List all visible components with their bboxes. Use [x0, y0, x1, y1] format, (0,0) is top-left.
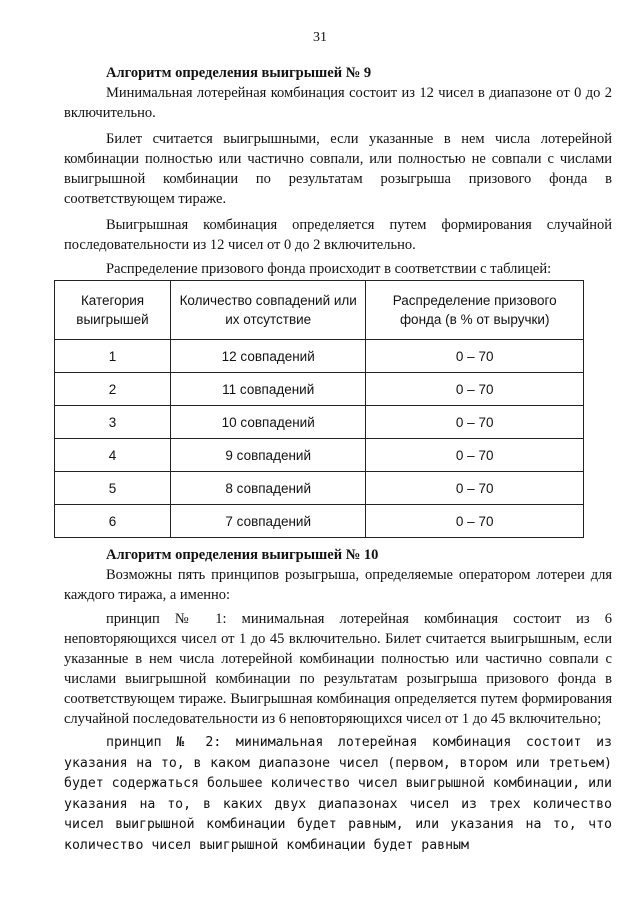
cell-distribution: 0 – 70 [366, 406, 584, 439]
header-distribution: Распределение призового фонда (в % от выручки) [366, 281, 584, 340]
section-9 [64, 64, 612, 279]
section-10 [64, 546, 612, 857]
table-row [55, 373, 584, 406]
cell-matches: 9 совпадений [171, 439, 366, 472]
cell-matches: 12 совпадений [171, 340, 366, 373]
cell-category: 1 [55, 340, 171, 373]
table-row [55, 439, 584, 472]
table-row [55, 472, 584, 505]
section-9-heading: Алгоритм определения выигрышей № 9 [106, 65, 372, 81]
cell-category: 3 [55, 406, 171, 439]
table-header-row [55, 281, 584, 340]
section-10-paragraph-2: принцип № 1: минимальная лотерейная комбинация состоит из 6 неповторяющихся чисел от 1 до 45 включительно. Билет считается выигрышным, если указанные в нем числа лотерейной комбинации полностью или частично совпали с числами выигрышной комбинации по результатам розыгрыша призового фонда в соответствующем тираже. Выигрышная комбинация определяется путем формирования случайной последовательности из 6 неповторяющихся чисел от 1 до 45 включительно; [64, 611, 612, 727]
cell-category: 4 [55, 439, 171, 472]
section-9-paragraph-1: Минимальная лотерейная комбинация состоит из 12 чисел в диапазоне от 0 до 2 включительно. [64, 85, 612, 121]
table-row [55, 505, 584, 538]
section-10-paragraph-1: Возможны пять принципов розыгрыша, определяемые оператором лотереи для каждого тиража, а именно: [64, 567, 612, 603]
cell-matches: 8 совпадений [171, 472, 366, 505]
cell-matches: 7 совпадений [171, 505, 366, 538]
prize-distribution-table [54, 280, 584, 538]
header-matches: Количество совпадений или их отсутствие [171, 281, 366, 340]
cell-distribution: 0 – 70 [366, 373, 584, 406]
cell-category: 6 [55, 505, 171, 538]
cell-distribution: 0 – 70 [366, 472, 584, 505]
cell-matches: 10 совпадений [171, 406, 366, 439]
header-category: Категория выигрышей [55, 281, 171, 340]
cell-distribution: 0 – 70 [366, 505, 584, 538]
cell-category: 2 [55, 373, 171, 406]
page-number: 31 [313, 30, 327, 45]
cell-category: 5 [55, 472, 171, 505]
section-9-paragraph-2: Билет считается выигрышными, если указанные в нем числа лотерейной комбинации полностью или частично совпали, или полностью не совпали с числами выигрышной комбинации по результатам розыгрыша призового фонда в соответствующем тираже. [64, 131, 612, 207]
cell-matches: 11 совпадений [171, 373, 366, 406]
cell-distribution: 0 – 70 [366, 340, 584, 373]
cell-distribution: 0 – 70 [366, 439, 584, 472]
table-row [55, 406, 584, 439]
section-10-paragraph-3: принцип № 2: минимальная лотерейная комбинация состоит из указания на то, в каком диапазоне чисел (первом, втором или третьем) будет содержаться большее количество чисел выигрышной комбинации, или указания на то, в каких двух диапазонах чисел из трех количество чисел выигрышной комбинации будет равным, или указания на то, что количество чисел выигрышной комбинации будет равным [64, 735, 612, 853]
section-9-paragraph-3: Выигрышная комбинация определяется путем формирования случайной последовательности из 12 чисел от 0 до 2 включительно. [64, 217, 612, 253]
section-9-paragraph-4: Распределение призового фонда происходит в соответствии с таблицей: [106, 261, 552, 277]
section-10-heading: Алгоритм определения выигрышей № 10 [106, 547, 379, 563]
table-row [55, 340, 584, 373]
